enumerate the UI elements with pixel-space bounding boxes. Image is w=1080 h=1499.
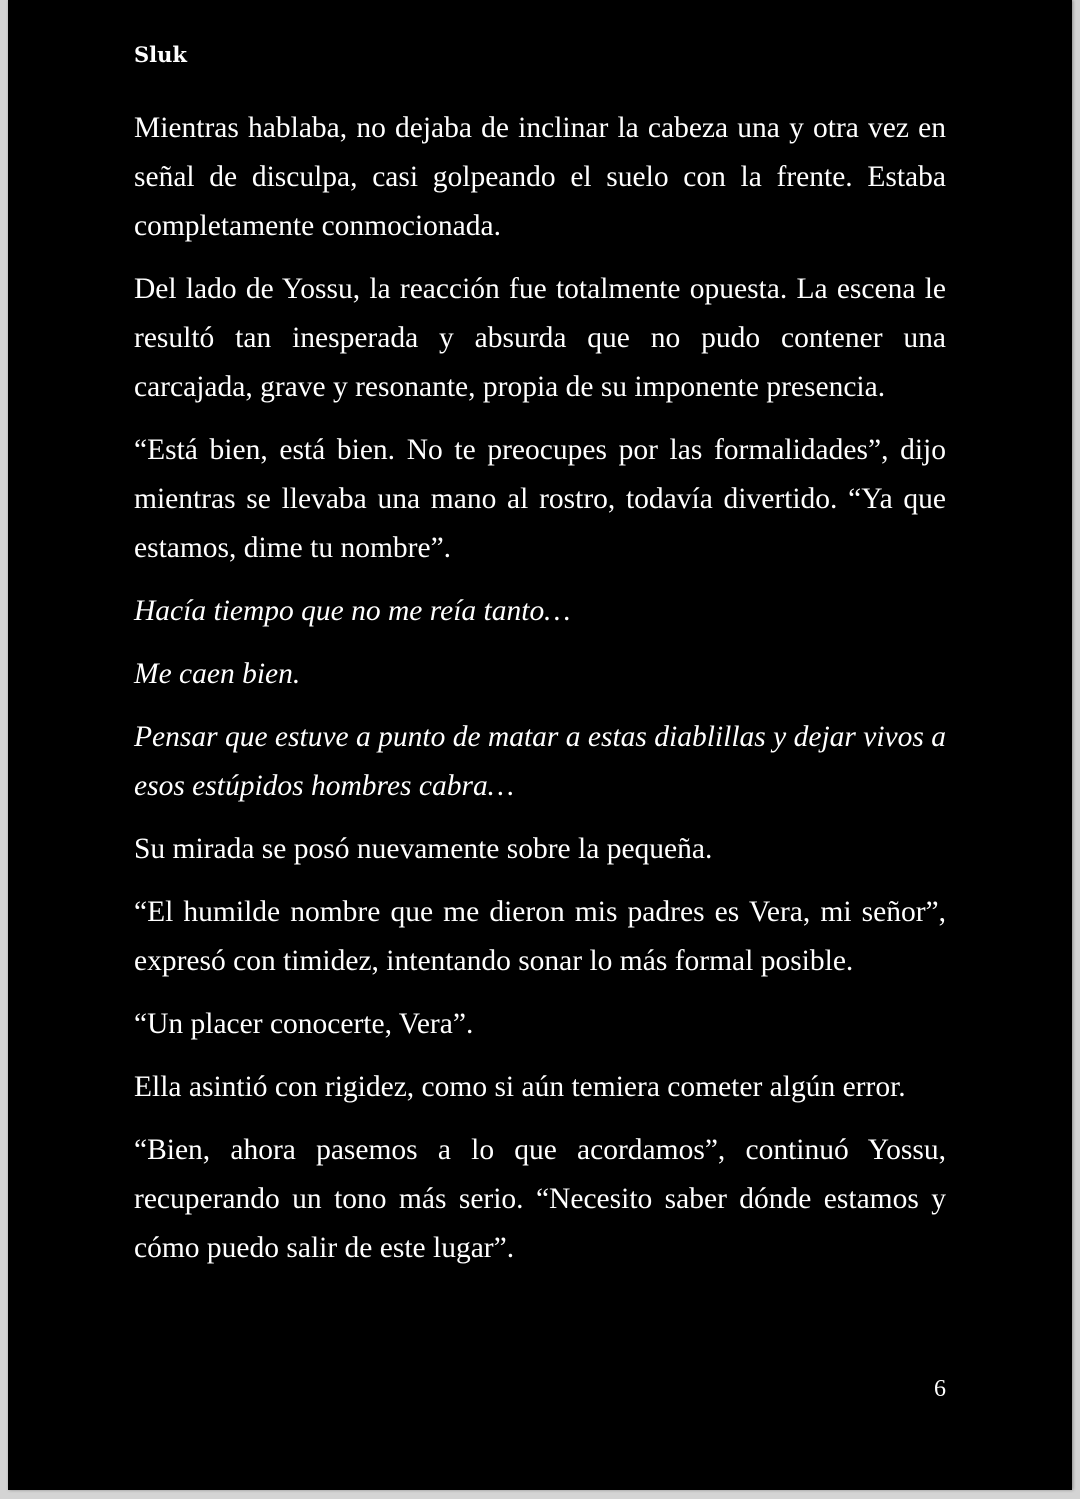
paragraph: “Un placer conocerte, Vera”.	[134, 1008, 474, 1040]
running-header: Sluk	[134, 42, 187, 67]
italic-thought: Pensar que estuve a punto de matar a estas diablillas y dejar vivos a esos estúpidos hombres cabra…	[134, 721, 946, 802]
paragraph: “El humilde nombre que me dieron mis padres es Vera, mi señor”, expresó con timidez, intentando sonar lo más formal posible.	[134, 896, 946, 977]
page-number: 6	[934, 1376, 946, 1402]
paragraph: “Bien, ahora pasemos a lo que acordamos”, continuó Yossu, recuperando un tono más serio. “Necesito saber dónde estamos y cómo puedo salir de este lugar”.	[134, 1134, 946, 1264]
paragraph: Del lado de Yossu, la reacción fue totalmente opuesta. La escena le resultó tan inesperada y absurda que no pudo contener una carcajada, grave y resonante, propia de su imponente presencia.	[134, 273, 946, 403]
paragraph: “Está bien, está bien. No te preocupes por las formalidades”, dijo mientras se llevaba una mano al rostro, todavía divertido. “Ya que estamos, dime tu nombre”.	[134, 434, 946, 564]
paragraph: Su mirada se posó nuevamente sobre la pequeña.	[134, 833, 713, 865]
italic-thought: Hacía tiempo que no me reía tanto…	[134, 595, 571, 627]
document-page	[8, 0, 1072, 1490]
paragraph: Mientras hablaba, no dejaba de inclinar la cabeza una y otra vez en señal de disculpa, casi golpeando el suelo con la frente. Estaba completamente conmocionada.	[134, 112, 946, 242]
italic-thought: Me caen bien.	[134, 658, 301, 690]
page-body	[134, 104, 946, 1287]
paragraph: Ella asintió con rigidez, como si aún temiera cometer algún error.	[134, 1071, 906, 1103]
